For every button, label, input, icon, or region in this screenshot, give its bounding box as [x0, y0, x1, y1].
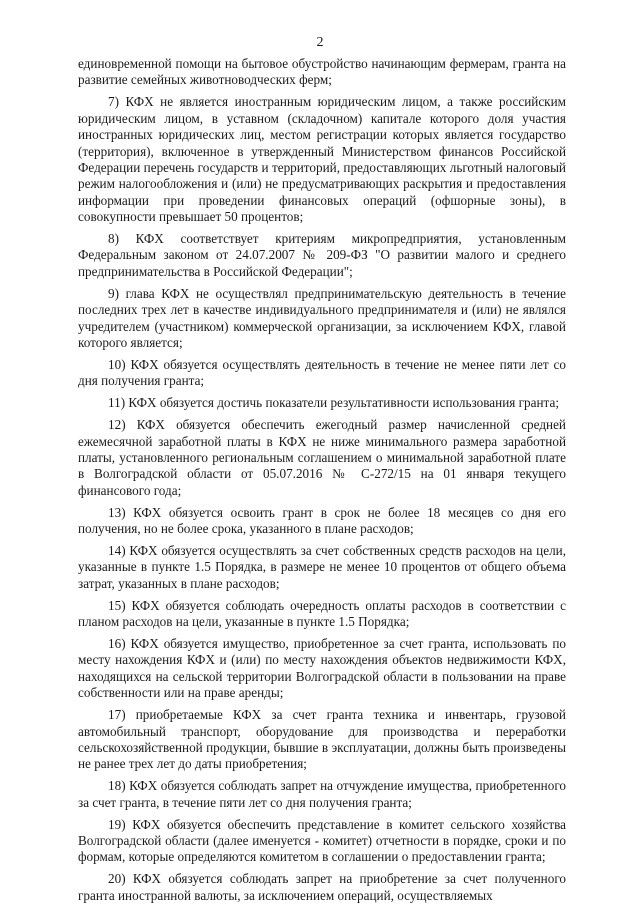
document-body [78, 56, 566, 910]
page-number: 2 [316, 35, 324, 50]
clause-20: 20) КФХ обязуется соблюдать запрет на приобретение за счет полученного гранта иностранной валюты, за исключением операций, осуществляемых [78, 871, 566, 903]
clause-16: 16) КФХ обязуется имущество, приобретенное за счет гранта, использовать по месту нахождения КФХ и (или) по месту нахождения объектов недвижимости КФХ, находящихся на сельской территории Волгоградской области в пользовании на праве собственности или на праве аренды; [78, 636, 566, 701]
clause-13: 13) КФХ обязуется освоить грант в срок не более 18 месяцев со дня его получения, но не более срока, указанного в плане расходов; [78, 504, 566, 537]
paragraph-continuation: единовременной помощи на бытовое обустройство начинающим фермерам, гранта на развитие семейных животноводческих ферм; [78, 56, 566, 88]
clause-12: 12) КФХ обязуется обеспечить ежегодный размер начисленной средней ежемесячной заработной платы в КФХ не ниже минимального размера заработной платы, установленного региональным соглашением о минимальной заработной плате в Волгоградской области от 05.07.2016 № С-272/15 на 01 января текущего финансового года; [78, 417, 566, 498]
clause-10: 10) КФХ обязуется осуществлять деятельность в течение не менее пяти лет со дня получения гранта; [78, 356, 566, 389]
clause-14: 14) КФХ обязуется осуществлять за счет собственных средств расходов на цели, указанные в пункте 1.5 Порядка, в размере не менее 10 процентов от общего объема затрат, указанных в плане расходов; [78, 542, 566, 591]
clause-7: 7) КФХ не является иностранным юридическим лицом, а также российским юридическим лицом, в уставном (складочном) капитале которого доля участия иностранных юридических лиц, местом регистрации которых является государство (территория), включенное в утвержденный Министерством финансов Российской Федерации перечень государств и территорий, предоставляющих льготный налоговый режим налогообложения и (или) не предусматривающих раскрытия и предоставления информации при проведении финансовых операций (офшорные зоны), в совокупности превышает 50 процентов; [78, 94, 566, 225]
clause-18: 18) КФХ обязуется соблюдать запрет на отчуждение имущества, приобретенного за счет гранта, в течение пяти лет со дня получения гранта; [78, 778, 566, 810]
clause-19: 19) КФХ обязуется обеспечить представление в комитет сельского хозяйства Волгоградской области (далее именуется - комитет) отчетности в порядке, сроки и по формам, которые определяются комитетом в соглашении о предоставлении гранта; [78, 816, 566, 865]
clause-9: 9) глава КФХ не осуществлял предпринимательскую деятельность в течение последних трех лет в качестве индивидуального предпринимателя и (или) не являлся учредителем (участником) коммерческой организации, за исключением КФХ, главой которого является; [78, 285, 566, 350]
clause-11: 11) КФХ обязуется достичь показатели результативности использования гранта; [108, 395, 559, 411]
clause-17: 17) приобретаемые КФХ за счет гранта техника и инвентарь, грузовой автомобильный транспорт, оборудование для производства и переработки сельскохозяйственной продукции, бывшие в эксплуатации, должны быть произведены не ранее трех лет до даты приобретения; [78, 707, 566, 772]
clause-8: 8) КФХ соответствует критериям микропредприятия, установленным Федеральным законом от 24.07.2007 № 209-ФЗ "О развитии малого и среднего предпринимательства в Российской Федерации"; [78, 231, 566, 279]
clause-15: 15) КФХ обязуется соблюдать очередность оплаты расходов в соответствии с планом расходов на цели, указанные в пункте 1.5 Порядка; [78, 597, 566, 630]
